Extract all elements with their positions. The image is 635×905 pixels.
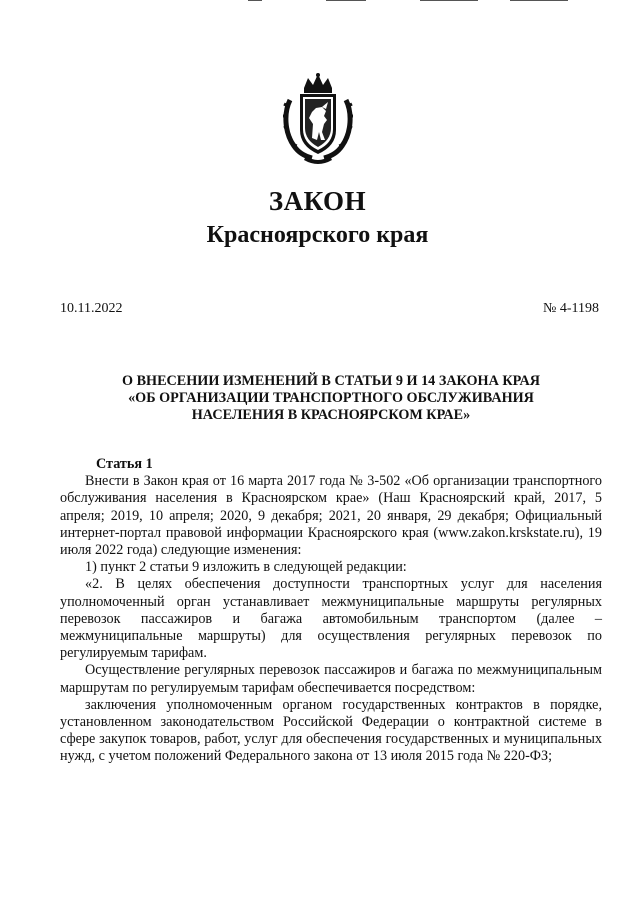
document-subtitle: Красноярского края bbox=[206, 222, 429, 248]
article-paragraph: заключения уполномоченным органом государственных контрактов в порядке, установленном законодательством Российской Федерации о контрактной системе в сфере закупок товаров, работ, услуг для обеспечения государственных и муниципальных нужд, с учетом положений Федерального закона от 13 июля 2015 года № 220-ФЗ; bbox=[60, 696, 602, 765]
article-title: Статья 1 bbox=[96, 456, 153, 472]
heading-line: О ВНЕСЕНИИ ИЗМЕНЕНИЙ В СТАТЬИ 9 И 14 ЗАКОНА КРАЯ bbox=[122, 373, 540, 389]
scan-artifact-line bbox=[248, 0, 262, 1]
article-paragraph: Осуществление регулярных перевозок пассажиров и багажа по межмуниципальным маршрутам по регулируемым тарифам обеспечивается посредством: bbox=[60, 662, 602, 696]
scan-artifact-line bbox=[510, 0, 568, 1]
coat-of-arms-emblem bbox=[282, 72, 354, 164]
law-heading bbox=[60, 373, 602, 424]
heading-line: «ОБ ОРГАНИЗАЦИИ ТРАНСПОРТНОГО ОБСЛУЖИВАНИЯ bbox=[128, 390, 534, 406]
article-body bbox=[60, 456, 602, 766]
heading-line: НАСЕЛЕНИЯ В КРАСНОЯРСКОМ КРАЕ» bbox=[191, 407, 471, 423]
document-title: ЗАКОН bbox=[268, 186, 367, 216]
document-date: 10.11.2022 bbox=[60, 301, 123, 316]
scan-artifact-line bbox=[326, 0, 366, 1]
scan-artifact-line bbox=[420, 0, 478, 1]
article-paragraph: 1) пункт 2 статьи 9 изложить в следующей редакции: bbox=[85, 559, 407, 576]
article-paragraph: Внести в Закон края от 16 марта 2017 года № 3-502 «Об организации транспортного обслуживания населения в Красноярском крае» (Наш Красноярский край, 2017, 5 апреля; 2019, 10 апреля; 2020, 9 декабря; 2021, 20 января, 29 декабря; Официальный интернет-портал правовой информации Красноярского края (www.zakon.krskstate.ru), 19 июля 2022 года) следующие изменения: bbox=[60, 473, 602, 559]
document-number: № 4-1198 bbox=[543, 301, 599, 316]
article-paragraph: «2. В целях обеспечения доступности транспортных услуг для населения уполномоченный орган устанавливает межмуниципальные маршруты регулярных перевозок пассажиров и багажа автомобильным транспортом (далее – межмуниципальные маршруты) для осуществления регулярных перевозок по регулируемым тарифам. bbox=[60, 576, 602, 662]
